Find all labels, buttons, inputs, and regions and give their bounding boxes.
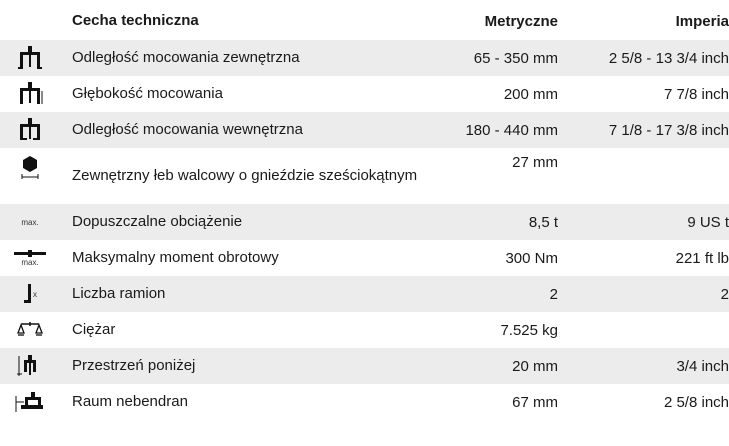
- imperial-value: 9 US t: [687, 213, 729, 231]
- feature-name: Raum nebendran: [72, 393, 188, 410]
- imperial-value: 2 5/8 inch: [663, 393, 729, 411]
- metric-value: 8,5 t: [528, 213, 558, 231]
- table-row: [0, 204, 729, 240]
- table-row: [0, 240, 729, 276]
- metric-value: 7.525 kg: [500, 321, 558, 339]
- table-row: [0, 384, 729, 420]
- icon-caption: max.: [21, 217, 39, 227]
- metric-value: 180 - 440 mm: [465, 121, 558, 139]
- hex-head-icon: [0, 148, 60, 180]
- max-torque-icon: [0, 250, 60, 267]
- imperial-value: [560, 148, 729, 154]
- feature-name: Przestrzeń poniżej: [72, 357, 196, 374]
- feature-name: Ciężar: [72, 321, 116, 338]
- feature-name: Głębokość mocowania: [72, 85, 223, 102]
- table-header: [0, 0, 729, 40]
- table-row: [0, 112, 729, 148]
- arms-count-icon: [0, 283, 60, 305]
- metric-value: 67 mm: [512, 393, 558, 411]
- feature-name: Zewnętrzny łeb walcowy o gnieździe sześciokątnym: [72, 167, 418, 184]
- imperial-value: 2 5/8 - 13 3/4 inch: [608, 49, 729, 67]
- feature-name: Odległość mocowania wewnętrzna: [72, 121, 303, 138]
- feature-name: Dopuszczalne obciążenie: [72, 213, 243, 230]
- icon-caption: x: [33, 289, 37, 299]
- imperial-value: 2: [720, 285, 729, 303]
- imperial-value: 7 7/8 inch: [663, 85, 729, 103]
- metric-value: 65 - 350 mm: [473, 49, 558, 67]
- max-load-icon: [0, 218, 60, 227]
- metric-value: 2: [549, 285, 558, 303]
- table-row: [0, 348, 729, 384]
- metric-value: 20 mm: [512, 357, 558, 375]
- side-clearance-icon: [0, 390, 60, 414]
- puller-outer-reach-icon: [0, 45, 60, 71]
- imperial-value: 7 1/8 - 17 3/8 inch: [608, 121, 729, 139]
- table-row: [0, 76, 729, 112]
- header-imperial: Imperia: [675, 12, 729, 30]
- metric-value: 27 mm: [512, 154, 558, 171]
- metric-value: 300 Nm: [505, 249, 558, 267]
- feature-name: Odległość mocowania zewnętrzna: [72, 49, 300, 66]
- puller-depth-icon: [0, 81, 60, 107]
- imperial-value: 221 ft lb: [675, 249, 729, 267]
- header-feature: Cecha techniczna: [72, 12, 199, 29]
- clearance-below-icon: [0, 354, 60, 378]
- puller-inner-reach-icon: [0, 117, 60, 143]
- weight-scale-icon: [0, 320, 60, 340]
- imperial-value: 3/4 inch: [676, 357, 729, 375]
- table-row: [0, 276, 729, 312]
- table-row: [0, 40, 729, 76]
- table-row: [0, 148, 729, 204]
- table-row: [0, 312, 729, 348]
- feature-name: Liczba ramion: [72, 285, 166, 302]
- metric-value: 200 mm: [503, 85, 558, 103]
- icon-caption: max.: [21, 257, 39, 267]
- header-metric: Metryczne: [484, 12, 558, 30]
- feature-name: Maksymalny moment obrotowy: [72, 249, 279, 266]
